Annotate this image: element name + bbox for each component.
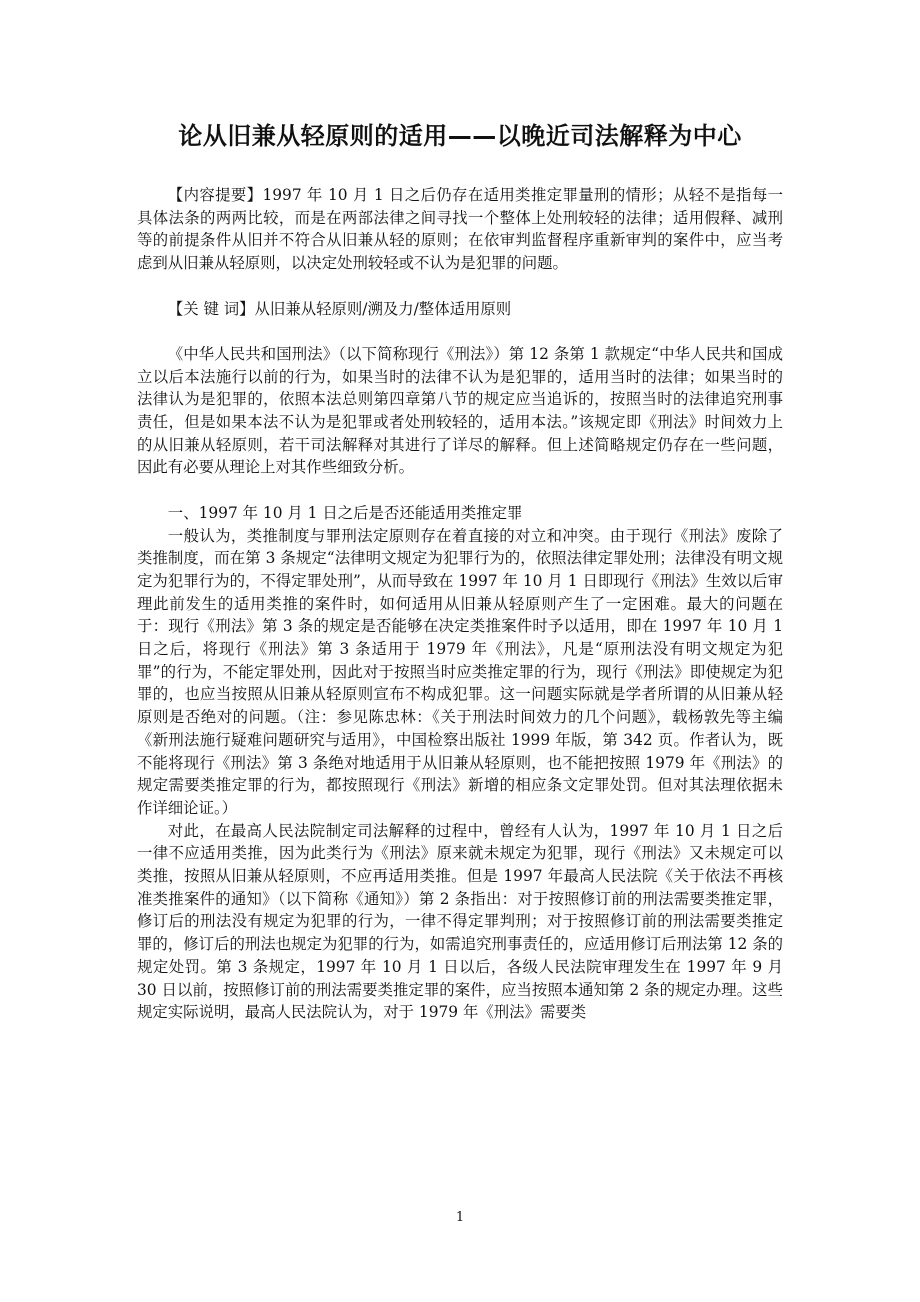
- section-paragraph-2: 对此，在最高人民法院制定司法解释的过程中，曾经有人认为，1997 年 10 月 1 日之后一律不应适用类推，因为此类行为《刑法》原来就未规定为犯罪，现行《刑法》又未规定可以类推，按照从旧兼从轻原则，不应再适用类推。但是 1997 年最高人民法院《关于依法不再核准类推案件的通知》（以下简称《通知》）第 2 条指出：对于按照修订前的刑法需要类推定罪，修订后的刑法没有规定为犯罪的行为，一律不得定罪判刑；对于按照修订前的刑法需要类推定罪的，修订后的刑法也规定为犯罪的行为，如需追究刑事责任的，应适用修订后刑法第 12 条的规定处罚。第 3 条规定，1997 年 10 月 1 日以后，各级人民法院审理发生在 1997 年 9 月 30 日以前，按照修订前的刑法需要类推定罪的案件，应当按照本通知第 2 条的规定办理。这些规定实际说明，最高人民法院认为，对于 1979 年《刑法》需要类: [137, 821, 783, 1022]
- section-heading: 一、1997 年 10 月 1 日之后是否还能适用类推定罪: [167, 503, 523, 522]
- page-number: 1: [455, 1210, 465, 1225]
- intro-paragraph: 《中华人民共和国刑法》（以下简称现行《刑法》）第 12 条第 1 款规定“中华人民共和国成立以后本法施行以前的行为，如果当时的法律不认为是犯罪的，适用当时的法律；如果当时的法律认为是犯罪的，依照本法总则第四章第八节的规定应当追诉的，按照当时的法律追究刑事责任，但是如果本法不认为是犯罪或者处刑较轻的，适用本法。”该规定即《刑法》时间效力上的从旧兼从轻原则，若干司法解释对其进行了详尽的解释。但上述简略规定仍存在一些问题，因此有必要从理论上对其作些细致分析。: [137, 344, 783, 477]
- abstract-paragraph: 【内容提要】1997 年 10 月 1 日之后仍存在适用类推定罪量刑的情形；从轻不是指每一具体法条的两两比较，而是在两部法律之间寻找一个整体上处刑较轻的法律；适用假释、减刑等的前提条件从旧并不符合从旧兼从轻的原则；在依审判监督程序重新审判的案件中，应当考虑到从旧兼从轻原则，以决定处刑较轻或不认为是犯罪的问题。: [137, 186, 783, 273]
- keywords-paragraph: 【关 键 词】从旧兼从轻原则/溯及力/整体适用原则: [167, 299, 512, 318]
- document-body: [137, 184, 783, 1024]
- section-paragraph-1: 一般认为，类推制度与罪刑法定原则存在着直接的对立和冲突。由于现行《刑法》废除了类推制度，而在第 3 条规定“法律明文规定为犯罪行为的，依照法律定罪处刑；法律没有明文规定为犯罪行为的，不得定罪处刑”，从而导致在 1997 年 10 月 1 日即现行《刑法》生效以后审理此前发生的适用类推的案件时，如何适用从旧兼从轻原则产生了一定困难。最大的问题在于：现行《刑法》第 3 条的规定是否能够在决定类推案件时予以适用，即在 1997 年 10 月 1 日之后，将现行《刑法》第 3 条适用于 1979 年《刑法》，凡是“原刑法没有明文规定为犯罪”的行为，不能定罪处刑，因此对于按照当时应类推定罪的行为，现行《刑法》即使规定为犯罪的，也应当按照从旧兼从轻原则宣布不构成犯罪。这一问题实际就是学者所谓的从旧兼从轻原则是否绝对的问题。（注：参见陈忠林：《关于刑法时间效力的几个问题》，载杨敦先等主编《新刑法施行疑难问题研究与适用》，中国检察出版社 1999 年版，第 342 页。作者认为，既不能将现行《刑法》第 3 条绝对地适用于从旧兼从轻原则，也不能把按照 1979 年《刑法》的规定需要类推定罪的行为，都按照现行《刑法》新增的相应条文定罪处罚。但对其法理依据未作详细论证。）: [137, 526, 783, 817]
- document-title: 论从旧兼从轻原则的适用——以晚近司法解释为中心: [178, 122, 742, 150]
